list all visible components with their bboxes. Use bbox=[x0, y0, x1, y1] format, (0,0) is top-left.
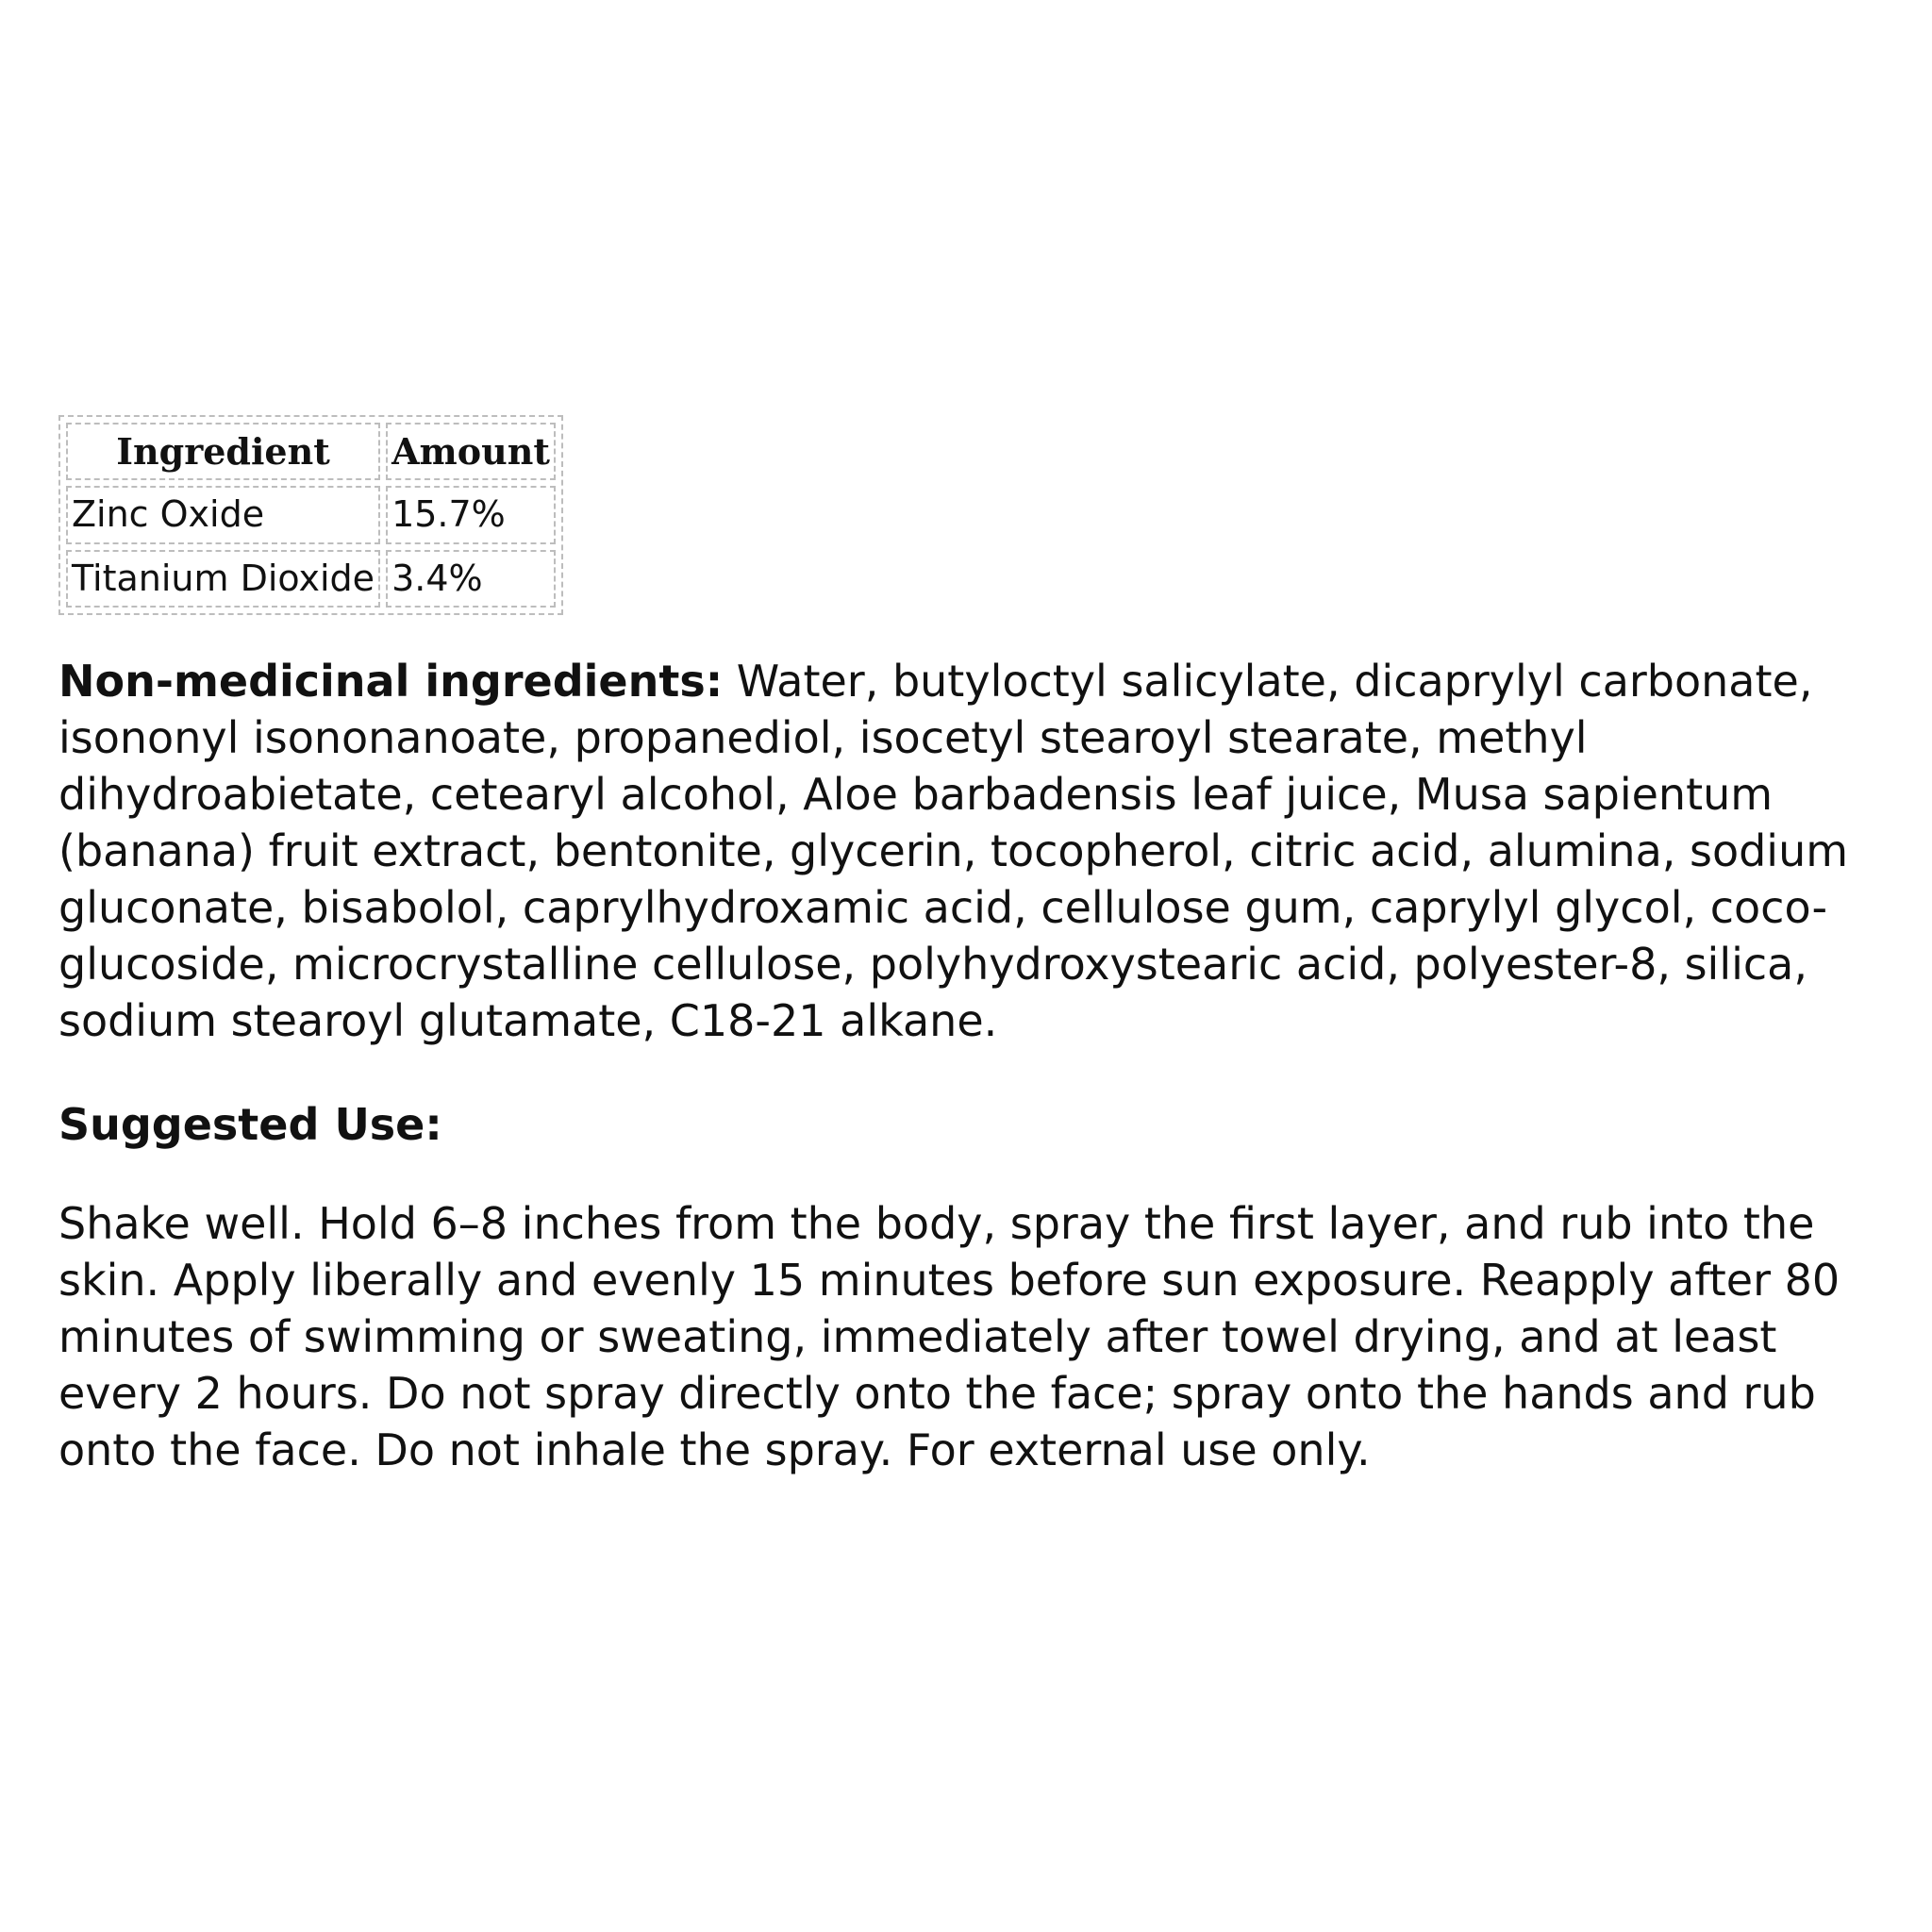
table-row bbox=[66, 486, 556, 543]
ingredient-cell: Zinc Oxide bbox=[66, 486, 380, 543]
table-row bbox=[66, 550, 556, 608]
table-header-row bbox=[66, 423, 556, 480]
non-medicinal-text: Water, butyloctyl salicylate, dicaprylyl carbonate, isononyl isononanoate, propanediol, isocetyl stearoyl stearate, methyl dihydroabietate, cetearyl alcohol, Aloe barbadensis leaf juice, Musa sapientum (banana) fruit extract, bentonite, glycerin, tocopherol, citric acid, alumina, sodium gluconate, bisabolol, caprylhydroxamic acid, cellulose gum, caprylyl glycol, coco-glucoside, microcrystalline cellulose, polyhydroxystearic acid, polyester-8, silica, sodium stearoyl glutamate, C18-21 alkane. bbox=[58, 656, 1849, 1047]
medicinal-ingredients-table bbox=[58, 415, 563, 615]
suggested-use-heading: Suggested Use: bbox=[58, 1099, 442, 1151]
suggested-use-text: Shake well. Hold 6–8 inches from the body, spray the first layer, and rub into the skin. Apply liberally and evenly 15 minutes before sun exposure. Reapply after 80 minutes of swimming or sweating, immediately after towel drying, and at least every 2 hours. Do not spray directly onto the face; spray onto the hands and rub onto the face. Do not inhale the spray. For external use only. bbox=[58, 1198, 1840, 1476]
product-info bbox=[58, 415, 1907, 1478]
amount-cell: 3.4% bbox=[386, 550, 556, 608]
non-medicinal-label: Non-medicinal ingredients: bbox=[58, 656, 724, 708]
amount-column-header: Amount bbox=[386, 423, 556, 480]
non-medicinal-ingredients bbox=[58, 653, 1907, 1049]
ingredient-cell: Titanium Dioxide bbox=[66, 550, 380, 608]
ingredient-column-header: Ingredient bbox=[66, 423, 380, 480]
amount-cell: 15.7% bbox=[386, 486, 556, 543]
